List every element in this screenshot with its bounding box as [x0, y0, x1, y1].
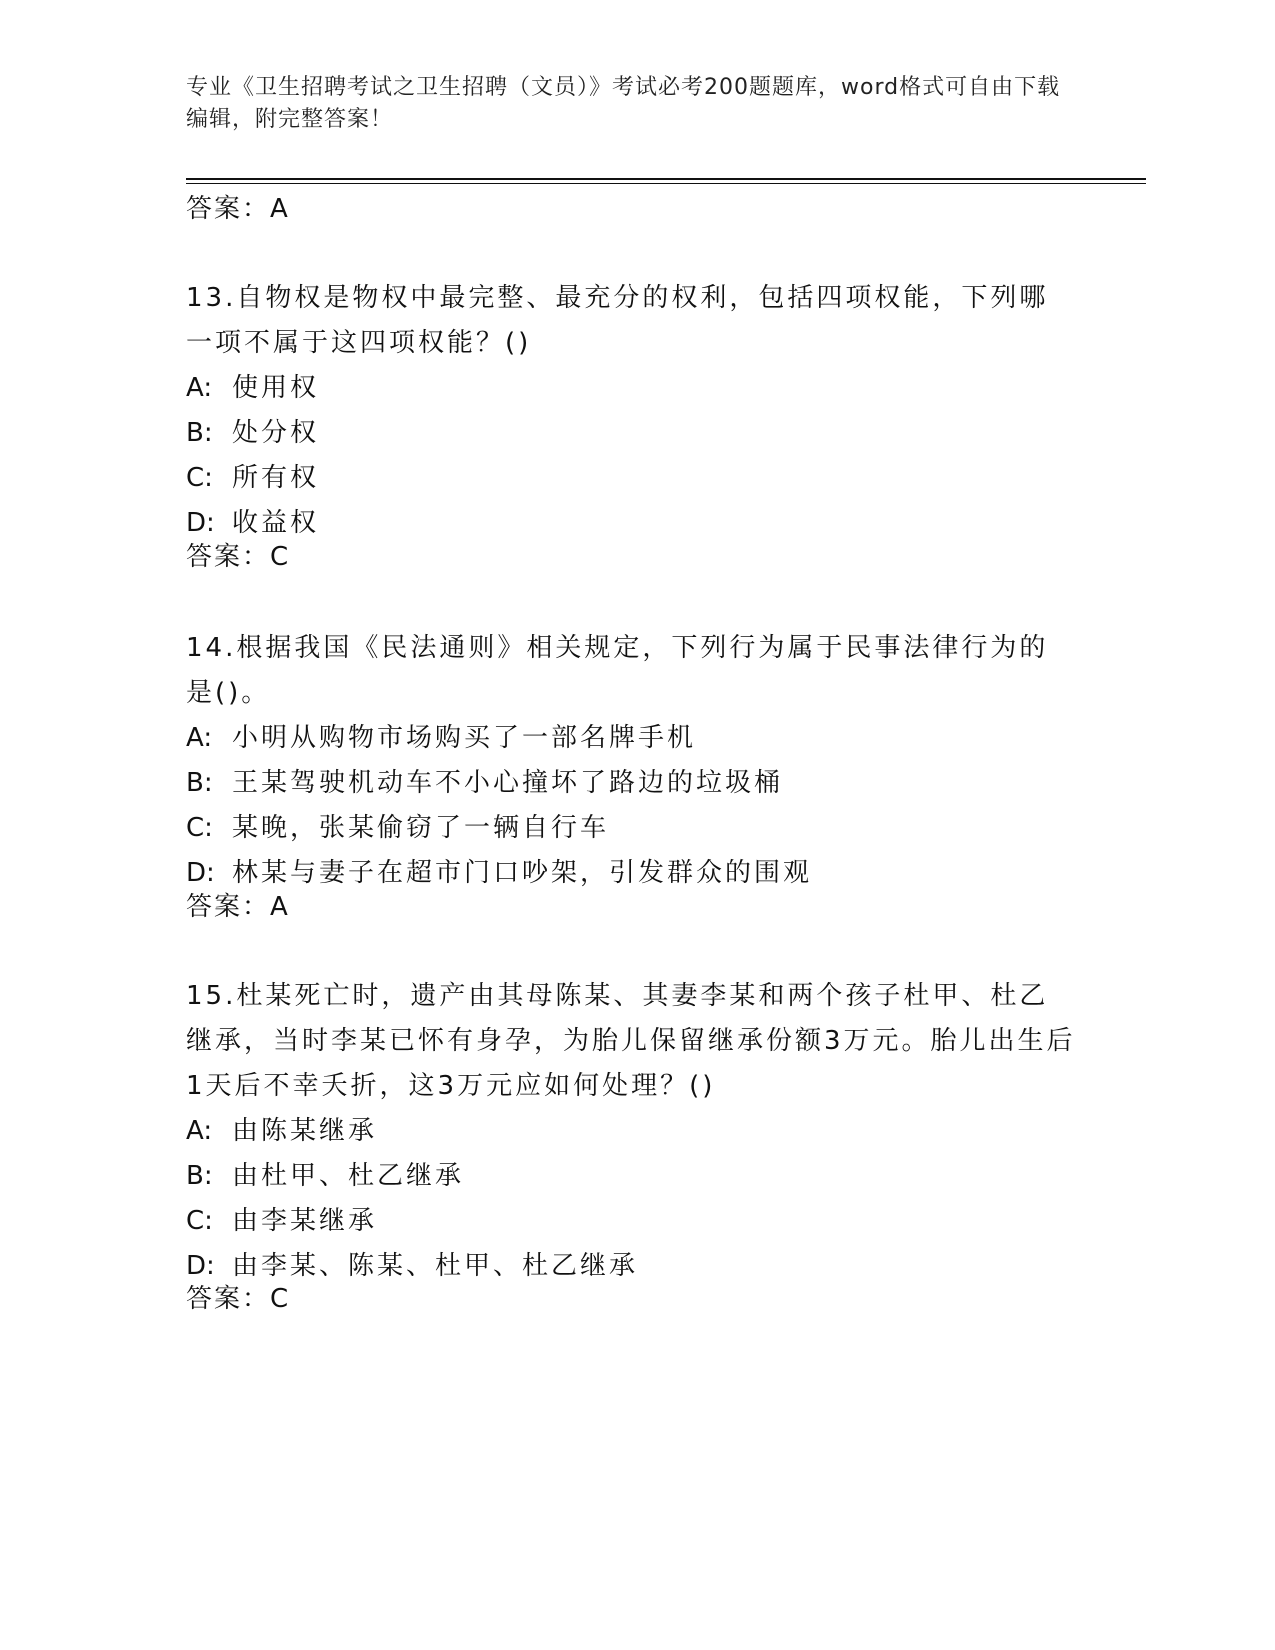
- document-header: 专业《卫生招聘考试之卫生招聘（文员）》考试必考200题题库，word格式可自由下载编辑，附完整答案！: [186, 75, 1061, 132]
- option-text: 使用权: [232, 373, 320, 403]
- option-text: 处分权: [232, 418, 320, 448]
- option-text: 某晚，张某偷窃了一辆自行车: [232, 813, 610, 843]
- option-text: 王某驾驶机动车不小心撞坏了路边的垃圾桶: [232, 768, 784, 798]
- option-text: 由陈某继承: [232, 1116, 378, 1146]
- option-a: [186, 366, 1076, 411]
- option-b: [186, 761, 1076, 806]
- option-a: [186, 716, 1076, 761]
- option-key: B:: [186, 1161, 213, 1191]
- question-13: [186, 276, 1076, 546]
- option-d: [186, 501, 1076, 546]
- answer-15: 答案：C: [186, 1284, 291, 1314]
- option-a: [186, 1109, 1076, 1154]
- option-c: [186, 456, 1076, 501]
- option-text: 由李某、陈某、杜甲、杜乙继承: [232, 1251, 639, 1281]
- option-key: B:: [186, 418, 213, 448]
- option-d: [186, 1244, 1076, 1289]
- option-text: 林某与妻子在超市门口吵架，引发群众的围观: [232, 858, 813, 888]
- question-stem: 14.根据我国《民法通则》相关规定，下列行为属于民事法律行为的是()。: [186, 633, 1049, 708]
- option-b: [186, 1154, 1076, 1199]
- option-d: [186, 851, 1076, 896]
- question-14: [186, 626, 1076, 896]
- option-text: 小明从购物市场购买了一部名牌手机: [232, 723, 697, 753]
- option-key: C:: [186, 1206, 213, 1236]
- option-key: A:: [186, 1116, 213, 1146]
- option-key: C:: [186, 463, 213, 493]
- question-stem: 15.杜某死亡时，遗产由其母陈某、其妻李某和两个孩子杜甲、杜乙继承，当时李某已怀有身孕，为胎儿保留继承份额3万元。胎儿出生后1天后不幸夭折，这3万元应如何处理？(): [186, 981, 1076, 1101]
- answer-14: 答案：A: [186, 892, 290, 922]
- option-c: [186, 1199, 1076, 1244]
- answer-13: 答案：C: [186, 542, 291, 572]
- option-text: 由李某继承: [232, 1206, 378, 1236]
- header-divider: [186, 178, 1146, 180]
- question-15: [186, 974, 1076, 1289]
- option-key: D:: [186, 1251, 215, 1281]
- option-b: [186, 411, 1076, 456]
- option-text: 所有权: [232, 463, 320, 493]
- option-text: 由杜甲、杜乙继承: [232, 1161, 465, 1191]
- option-key: A:: [186, 723, 213, 753]
- option-key: A:: [186, 373, 213, 403]
- option-key: D:: [186, 858, 215, 888]
- question-stem: 13.自物权是物权中最完整、最充分的权利，包括四项权能，下列哪一项不属于这四项权能？(): [186, 283, 1049, 358]
- option-key: C:: [186, 813, 213, 843]
- option-text: 收益权: [232, 508, 320, 538]
- option-key: B:: [186, 768, 213, 798]
- previous-answer: 答案：A: [186, 194, 290, 224]
- option-key: D:: [186, 508, 215, 538]
- option-c: [186, 806, 1076, 851]
- header-divider-thin: [186, 183, 1146, 184]
